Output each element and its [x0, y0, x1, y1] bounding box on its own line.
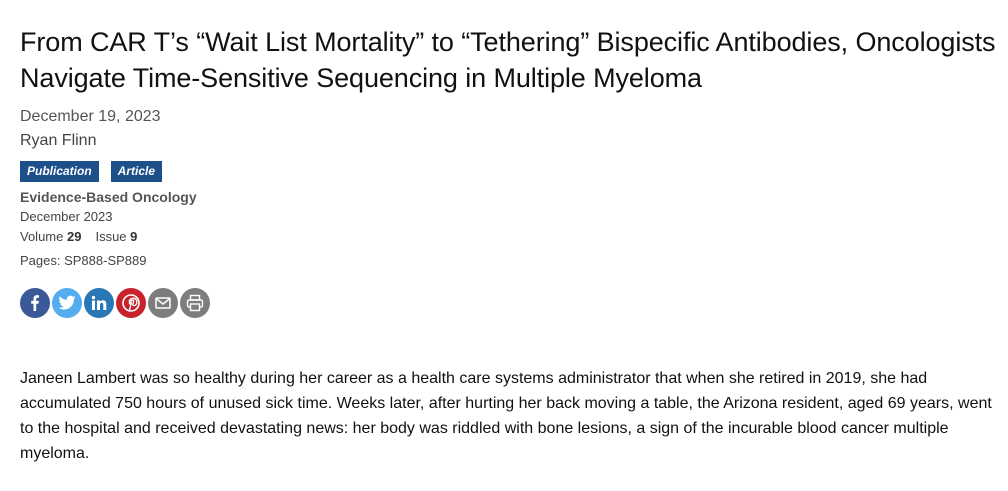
volume-label: Volume	[20, 229, 64, 244]
badge-publication[interactable]: Publication	[20, 161, 99, 182]
volume-issue	[20, 229, 137, 244]
issue-date: December 2023	[20, 209, 113, 224]
facebook-share-button[interactable]	[20, 288, 50, 318]
journal-name[interactable]: Evidence-Based Oncology	[20, 189, 197, 205]
article-paragraph: Janeen Lambert was so healthy during her career as a health care systems administrator that when she retired in 2019, she had accumulated 750 hours of unused sick time. Weeks later, after hurting her back moving a table, the Arizona resident, aged 69 years, went to the hospital and received devastating news: her body was riddled with bone lesions, a sign of the incurable blood cancer multiple myeloma.	[20, 370, 992, 462]
print-icon	[186, 294, 204, 312]
twitter-share-button[interactable]	[52, 288, 82, 318]
issue-label: Issue	[95, 229, 127, 244]
facebook-icon	[27, 295, 43, 311]
publish-date: December 19, 2023	[20, 108, 161, 125]
issue-number: 9	[130, 229, 138, 244]
article-title: From CAR T’s “Wait List Mortality” to “Tethering” Bispecific Antibodies, Oncologists Navigate Time-Sensitive Sequencing in Multiple Myeloma	[20, 27, 996, 93]
email-icon	[155, 297, 171, 309]
linkedin-icon	[91, 295, 107, 311]
share-bar	[20, 288, 210, 318]
pinterest-share-button[interactable]	[116, 288, 146, 318]
badge-article[interactable]: Article	[111, 161, 162, 182]
linkedin-share-button[interactable]	[84, 288, 114, 318]
page-range: Pages: SP888-SP889	[20, 253, 147, 268]
email-share-button[interactable]	[148, 288, 178, 318]
badge-group	[20, 161, 162, 182]
pinterest-icon	[121, 293, 141, 313]
author-name[interactable]: Ryan Flinn	[20, 132, 97, 149]
twitter-icon	[58, 295, 76, 311]
print-button[interactable]	[180, 288, 210, 318]
volume-number: 29	[67, 229, 82, 244]
